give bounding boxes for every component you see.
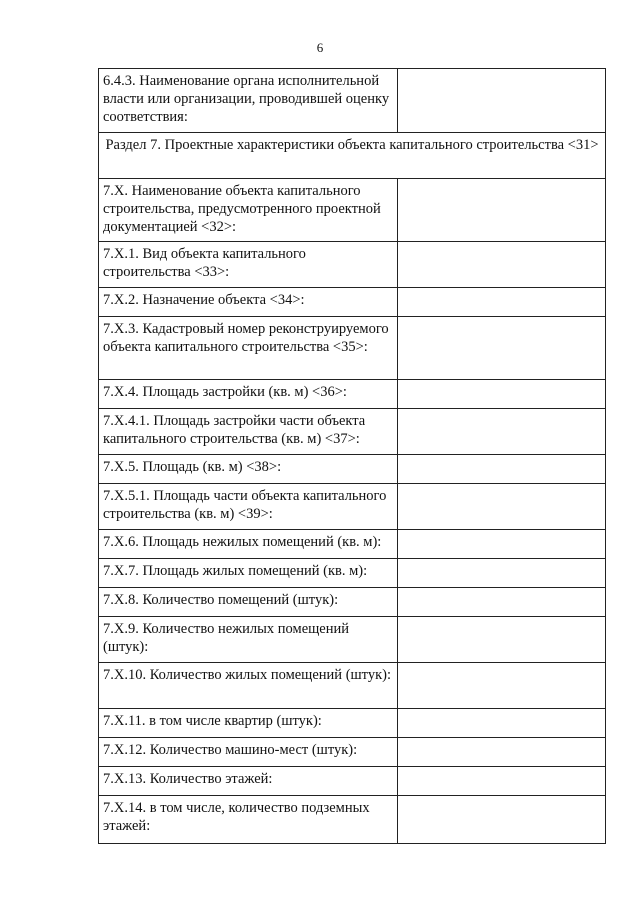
row-value-field[interactable] [398,380,606,409]
table-row [99,317,606,380]
table-row [99,796,606,844]
table-row [99,484,606,530]
row-label: 7.Х.9. Количество нежилых помещений (штук): [99,617,398,663]
table-row [99,530,606,559]
table-row [99,69,606,133]
table-row [99,738,606,767]
table-row [99,709,606,738]
row-label: 7.Х.8. Количество помещений (штук): [99,588,398,617]
row-label: 7.Х.2. Назначение объекта <34>: [99,288,398,317]
row-value-field[interactable] [398,288,606,317]
row-label: 7.Х. Наименование объекта капитального строительства, предусмотренного проектной документацией <32>: [99,179,398,242]
row-label: 7.Х.3. Кадастровый номер реконструируемого объекта капитального строительства <35>: [99,317,398,380]
row-value-field[interactable] [398,69,606,133]
table-row [99,242,606,288]
row-label: 7.Х.11. в том числе квартир (штук): [99,709,398,738]
table-row [99,380,606,409]
row-label: 7.Х.6. Площадь нежилых помещений (кв. м): [99,530,398,559]
row-value-field[interactable] [398,317,606,380]
row-label: 6.4.3. Наименование органа исполнительной власти или организации, проводившей оценку соответствия: [99,69,398,133]
row-value-field[interactable] [398,709,606,738]
table-row [99,588,606,617]
row-value-field[interactable] [398,796,606,844]
row-label: 7.Х.7. Площадь жилых помещений (кв. м): [99,559,398,588]
table-row [99,288,606,317]
table-row [99,455,606,484]
row-value-field[interactable] [398,663,606,709]
row-value-field[interactable] [398,617,606,663]
row-value-field[interactable] [398,484,606,530]
form-table [98,68,606,844]
row-label: 7.Х.4.1. Площадь застройки части объекта капитального строительства (кв. м) <37>: [99,409,398,455]
row-value-field[interactable] [398,409,606,455]
table-row [99,767,606,796]
row-value-field[interactable] [398,179,606,242]
table-row [99,559,606,588]
table-row [99,617,606,663]
table-row [99,409,606,455]
row-label: 7.Х.12. Количество машино-мест (штук): [99,738,398,767]
row-label: 7.Х.14. в том числе, количество подземных этажей: [99,796,398,844]
row-value-field[interactable] [398,588,606,617]
row-label: 7.Х.5. Площадь (кв. м) <38>: [99,455,398,484]
section-heading-row [99,133,606,179]
row-value-field[interactable] [398,767,606,796]
row-label: 7.Х.1. Вид объекта капитального строительства <33>: [99,242,398,288]
row-label: 7.Х.5.1. Площадь части объекта капитального строительства (кв. м) <39>: [99,484,398,530]
section-title: Раздел 7. Проектные характеристики объекта капитального строительства <31> [99,133,606,179]
row-value-field[interactable] [398,530,606,559]
table-row [99,663,606,709]
row-label: 7.Х.10. Количество жилых помещений (штук): [99,663,398,709]
row-label: 7.Х.13. Количество этажей: [99,767,398,796]
row-value-field[interactable] [398,455,606,484]
row-value-field[interactable] [398,559,606,588]
table-row [99,179,606,242]
row-value-field[interactable] [398,242,606,288]
row-label: 7.Х.4. Площадь застройки (кв. м) <36>: [99,380,398,409]
page-number: 6 [316,40,324,55]
row-value-field[interactable] [398,738,606,767]
